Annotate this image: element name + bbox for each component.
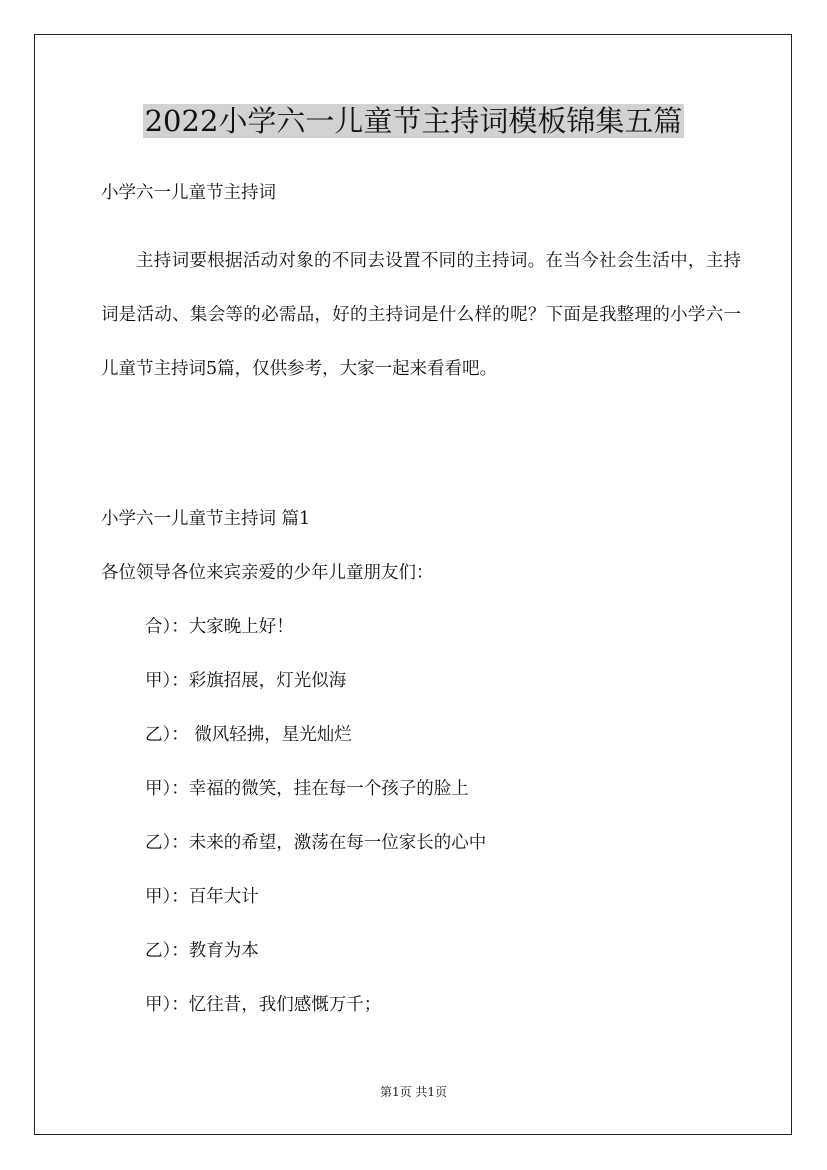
dialogue-line: 合）：大家晚上好！ (145, 617, 294, 637)
dialogue-line: 甲）：幸福的微笑，挂在每一个孩子的脸上 (145, 779, 469, 799)
section-heading: 小学六一儿童节主持词 (101, 183, 276, 203)
dialogue-line: 乙）：教育为本 (145, 941, 259, 961)
document-title-text: 2022小学六一儿童节主持词模板锦集五篇 (144, 104, 683, 138)
greeting-line: 各位领导各位来宾亲爱的少年儿童朋友们： (101, 563, 434, 583)
page-footer: 第1页 共1页 (379, 1085, 448, 1099)
dialogue-line: 乙）：未来的希望，激荡在每一位家长的心中 (145, 833, 487, 853)
document-title (0, 100, 827, 142)
dialogue-line: 甲）：忆往昔，我们感慨万千； (145, 995, 382, 1015)
intro-paragraph: 主持词要根据活动对象的不同去设置不同的主持词。在当今社会生活中，主持词是活动、集会等的必需品，好的主持词是什么样的呢？下面是我整理的小学六一儿童节主持词5篇，仅供参考，大家一起来看看吧。 (101, 251, 741, 379)
dialogue-line: 甲）：百年大计 (145, 887, 259, 907)
dialogue-line: 甲）：彩旗招展，灯光似海 (145, 671, 347, 691)
dialogue-line: 乙）： 微风轻拂，星光灿烂 (145, 725, 352, 745)
part1-heading: 小学六一儿童节主持词 篇1 (101, 509, 311, 529)
